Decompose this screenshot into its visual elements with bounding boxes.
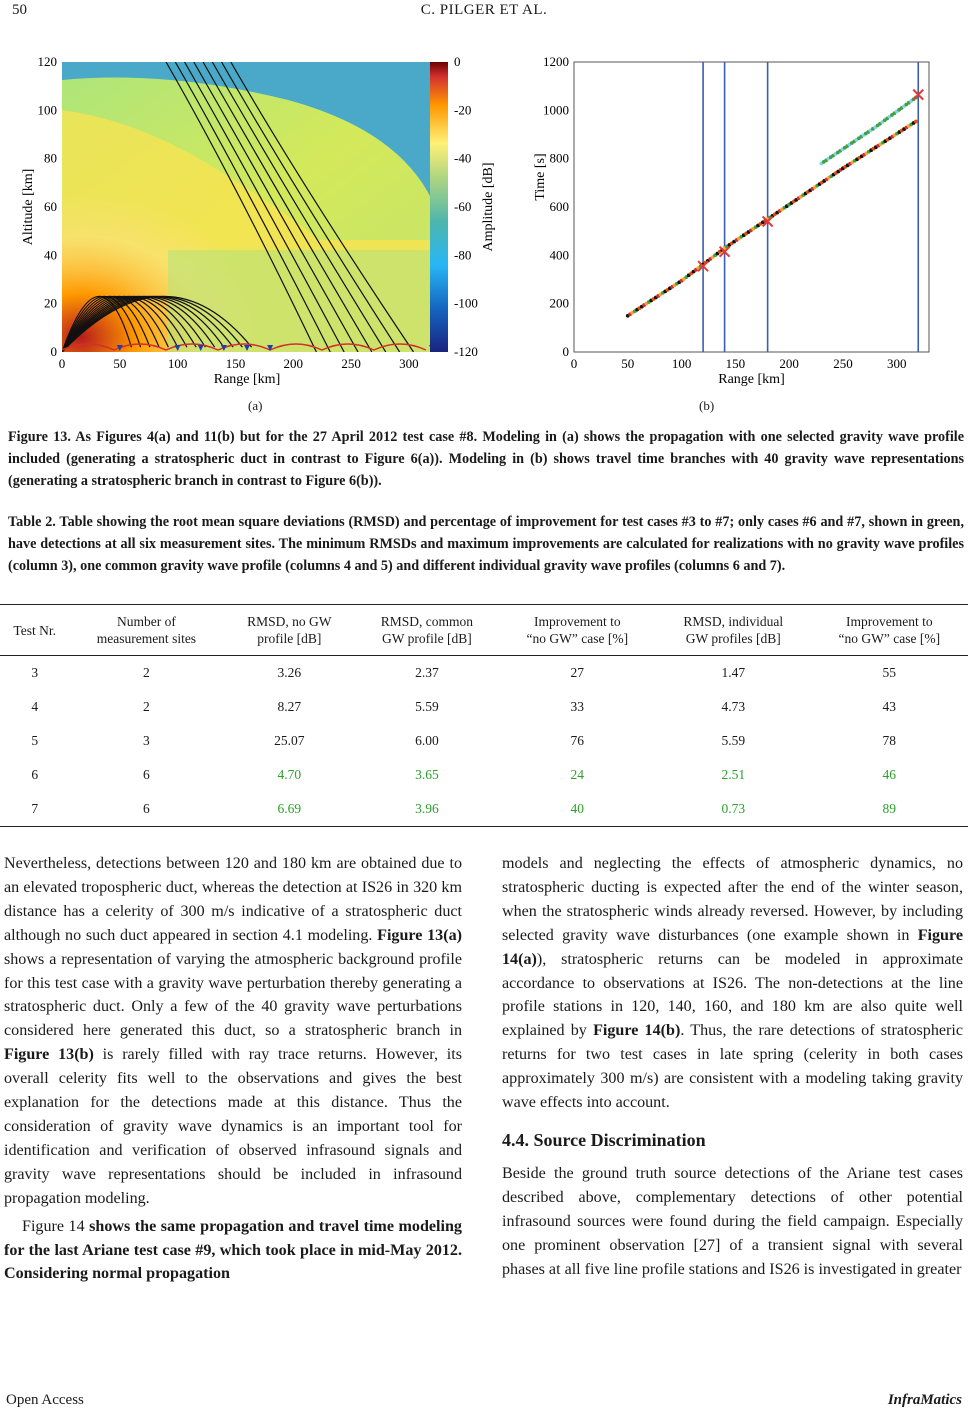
y-tick-label: 1000 bbox=[543, 102, 569, 118]
x-axis-label: Range [km] bbox=[213, 372, 281, 387]
table-row bbox=[0, 656, 968, 691]
table-cell: 3.26 bbox=[277, 665, 302, 680]
results-table bbox=[0, 604, 968, 827]
right-column bbox=[502, 852, 963, 1281]
table-cell: 3.96 bbox=[355, 792, 498, 827]
table-cell: 24 bbox=[570, 767, 585, 782]
footer-open-access: Open Access bbox=[6, 1392, 84, 1408]
figure-reference: Figure 14(a) bbox=[502, 926, 963, 968]
table-cell: 89 bbox=[811, 792, 968, 827]
figure-reference: shows the same propagation and travel time modeling for the last Ariane test case #9, which took place in mid-May 2012. Considering normal propagation bbox=[4, 1217, 462, 1283]
colorbar-tick-label: -40 bbox=[454, 150, 472, 166]
colorbar-tick-label: 0 bbox=[454, 54, 461, 69]
x-tick-label: 100 bbox=[671, 356, 692, 371]
table-cell: 5.59 bbox=[721, 733, 746, 748]
table-cell: 3 bbox=[31, 665, 39, 680]
x-axis-label: Range [km] bbox=[718, 372, 785, 387]
figure-caption: Figure 13. As Figures 4(a) and 11(b) but for the 27 April 2012 test case #8. Modeling in (a) shows the propagation with one selected gravity wave profile included (generating a stratospheric duct in contrast to Figure 6(a)). Modeling in (b) shows travel time branches with 40 gravity wave representations (generating a stratospheric branch in contrast to Figure 6(b)). bbox=[8, 429, 964, 489]
left-column bbox=[4, 852, 462, 1286]
x-tick-label: 200 bbox=[283, 356, 303, 371]
y-tick-label: 80 bbox=[44, 150, 57, 166]
running-header: C. PILGER ET AL. bbox=[420, 2, 548, 18]
table-cell: 0.73 bbox=[656, 792, 811, 827]
table-cell: 6 bbox=[31, 767, 39, 782]
x-tick-label: 0 bbox=[58, 356, 66, 371]
table-cell: 7 bbox=[0, 792, 69, 827]
y-tick-label: 40 bbox=[44, 247, 57, 263]
table-cell: 6 bbox=[143, 767, 150, 782]
table-cell: 4 bbox=[31, 699, 39, 714]
table-cell: 40 bbox=[499, 792, 656, 827]
table-cell: 46 bbox=[882, 767, 897, 782]
table-row bbox=[0, 724, 968, 758]
y-tick-label: 400 bbox=[549, 247, 569, 263]
table-cell: 76 bbox=[570, 733, 585, 748]
table-header: Test Nr. bbox=[0, 605, 69, 656]
table-cell: 3 bbox=[143, 733, 150, 748]
x-tick-label: 0 bbox=[570, 356, 578, 371]
colorbar-tick-label: -120 bbox=[454, 344, 478, 359]
table-cell: 33 bbox=[570, 699, 585, 714]
table-cell: 2.51 bbox=[721, 767, 746, 782]
table-cell: 5 bbox=[31, 733, 39, 748]
table-cell: 6 bbox=[69, 792, 223, 827]
table-header: Improvement to “no GW” case [%] bbox=[811, 605, 968, 656]
y-axis-label: Altitude [km] bbox=[21, 168, 36, 246]
y-tick-label: 120 bbox=[37, 54, 57, 69]
colorbar-tick-label: -20 bbox=[454, 102, 472, 118]
x-tick-label: 50 bbox=[621, 356, 635, 371]
figure-reference: Figure 13(b) bbox=[4, 1046, 94, 1064]
x-tick-label: 50 bbox=[113, 356, 127, 371]
colorbar-tick-label: -60 bbox=[454, 199, 472, 214]
y-tick-label: 0 bbox=[50, 344, 57, 359]
table-header: RMSD, individual GW profiles [dB] bbox=[656, 605, 811, 656]
table-cell: 2.37 bbox=[415, 665, 439, 680]
x-tick-label: 250 bbox=[341, 356, 361, 371]
panel-b-label: (b) bbox=[699, 398, 715, 413]
x-tick-label: 150 bbox=[725, 356, 746, 371]
table-cell: 2 bbox=[143, 665, 150, 680]
table-cell: 5.59 bbox=[415, 699, 439, 714]
panel-a-label: (a) bbox=[248, 398, 263, 413]
colorbar-tick-label: -100 bbox=[454, 295, 478, 311]
x-tick-label: 300 bbox=[399, 356, 419, 371]
x-tick-label: 250 bbox=[833, 356, 853, 371]
table-cell: 43 bbox=[882, 699, 897, 714]
y-tick-label: 0 bbox=[562, 344, 569, 359]
table-header: RMSD, common GW profile [dB] bbox=[355, 605, 498, 656]
table-cell: 27 bbox=[570, 665, 585, 680]
table-cell: 1.47 bbox=[721, 665, 746, 680]
table-cell: 78 bbox=[882, 733, 897, 748]
y-tick-label: 200 bbox=[549, 295, 569, 311]
x-tick-label: 200 bbox=[779, 356, 799, 371]
table-cell: 6.69 bbox=[223, 792, 355, 827]
table-row bbox=[0, 758, 968, 792]
table-caption: Table 2. Table showing the root mean square deviations (RMSD) and percentage of improvement for test cases #3 to #7; only cases #6 and #7, shown in green, have detections at all six measurement sites. The minimum RMSDs and maximum improvements are calculated for realizations with no gravity wave profiles (column 3), one common gravity wave profile (columns 4 and 5) and different individual gravity wave profiles (columns 6 and 7). bbox=[8, 514, 964, 574]
colorbar-label: Amplitude [dB] bbox=[481, 162, 496, 252]
table-header: RMSD, no GW profile [dB] bbox=[223, 605, 355, 656]
table-cell: 3.65 bbox=[415, 767, 439, 782]
y-tick-label: 600 bbox=[549, 199, 569, 214]
x-tick-label: 100 bbox=[167, 356, 188, 371]
table-cell: 4.73 bbox=[721, 699, 746, 714]
paragraph: Figure 14 shows the same propagation and travel time modeling for the last Ariane test case #9, which took place in mid-May 2012. Considering normal propagation bbox=[4, 1217, 462, 1283]
table-cell: 2 bbox=[143, 699, 150, 714]
y-tick-label: 20 bbox=[44, 295, 57, 311]
table-cell: 4.70 bbox=[277, 767, 302, 782]
paragraph: Nevertheless, detections between 120 and 180 km are obtained due to an elevated tropospheric duct, whereas the detection at IS26 in 320 km distance has a celerity of 300 m/s indicative of a stratospheric duct although no such duct appeared in section 4.1 modeling. Figure 13(a) shows a representation of varying the atmospheric background profile for this test case with a gravity wave perturbation thereby generating a stratospheric duct. Only a few of the 40 gravity wave perturbations considered here generated this duct, so a stratospheric branch in Figure 13(b) is rarely filled with ray trace returns. However, its overall celerity fits well to the observations and gives the best explanation for the detections made at this distance. Thus the consideration of gravity wave dynamics is an important tool for identification and verification of observed infrasound signals and gravity wave representations should be included in infrasound propagation modeling. bbox=[4, 855, 462, 1207]
table-cell: 25.07 bbox=[274, 733, 305, 748]
table-row bbox=[0, 690, 968, 724]
figure-13b-traveltime bbox=[530, 50, 950, 395]
y-axis-label: Time [s] bbox=[533, 153, 548, 201]
figure-reference: Figure 13(a) bbox=[377, 926, 462, 944]
table-row bbox=[0, 792, 968, 827]
page-number: 50 bbox=[12, 2, 27, 18]
table-cell: 55 bbox=[882, 665, 897, 680]
y-tick-label: 60 bbox=[44, 199, 57, 214]
table-cell: 6.00 bbox=[415, 733, 439, 748]
y-tick-label: 800 bbox=[549, 150, 569, 166]
y-tick-label: 100 bbox=[37, 102, 57, 118]
figure-13a-heatmap bbox=[18, 50, 500, 395]
y-tick-label: 1200 bbox=[543, 54, 569, 69]
figure-reference: Figure 14(b) bbox=[593, 1022, 681, 1040]
x-tick-label: 300 bbox=[886, 356, 907, 371]
travel-time-point bbox=[914, 120, 918, 124]
table-header: Number of measurement sites bbox=[69, 605, 223, 656]
section-heading: 4.4. Source Discrimination bbox=[502, 1129, 706, 1150]
colorbar-tick-label: -80 bbox=[454, 247, 472, 263]
x-tick-label: 150 bbox=[225, 356, 246, 371]
paragraph: models and neglecting the effects of atmospheric dynamics, no stratospheric ducting is expected after the end of the winter season, when the stratospheric winds already reversed. However, by including selected gravity wave disturbances (one example shown in Figure 14(a)), stratospheric returns can be modeled in approximate accordance to observations at IS26. The non-detections at the line profile stations in 120, 140, 160, and 180 km are also quite well explained by Figure 14(b). Thus, the rare detections of stratospheric returns for two test cases in late spring (celerity in both cases approximately 300 m/s) are consistent with a modeling taking gravity wave effects into account. bbox=[502, 855, 964, 1112]
paragraph: Beside the ground truth source detections of the Ariane test cases described above, complementary detections of other potential infrasound sources were found during the field campaign. Especially one prominent observation [27] of a transient signal with several phases at all five line profile stations and IS26 is investigated in greater bbox=[502, 1164, 963, 1278]
table-cell: 8.27 bbox=[277, 699, 302, 714]
table-header: Improvement to “no GW” case [%] bbox=[499, 605, 656, 656]
footer-journal: InfraMatics bbox=[887, 1392, 962, 1408]
